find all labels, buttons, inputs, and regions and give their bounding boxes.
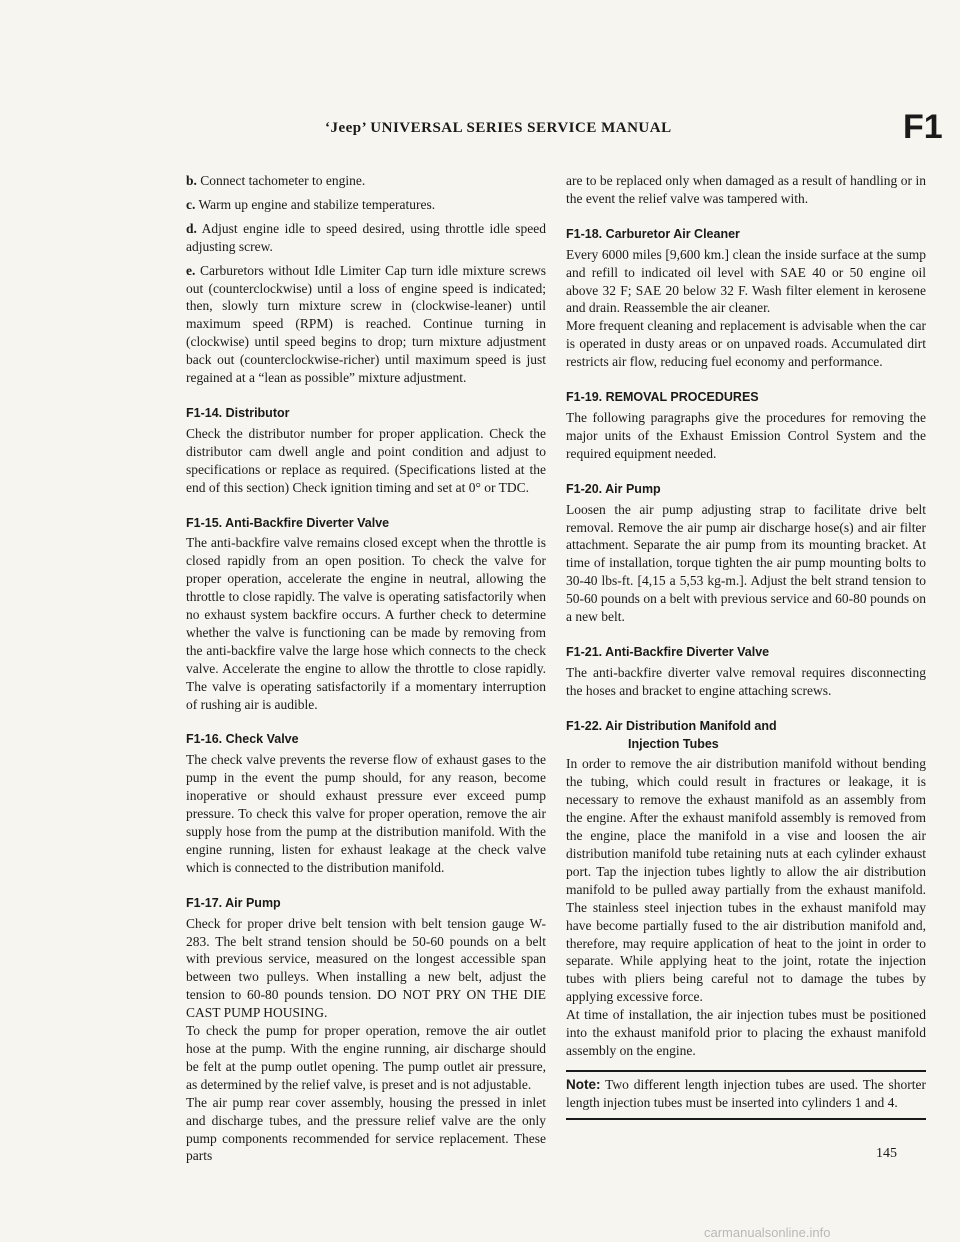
- checkvalve-heading: F1-16. Check Valve: [186, 732, 299, 747]
- step-b: [186, 172, 546, 190]
- page-number: 145: [876, 1146, 897, 1161]
- step-c-label: c.: [186, 196, 196, 212]
- note-label: Note:: [566, 1076, 601, 1092]
- manifold-heading-line-2: Injection Tubes: [628, 736, 719, 751]
- aircleaner-text-2: More frequent cleaning and replacement is advisable when the car is operated in dusty areas or on unpaved roads. Accumulated dirt restricts air flow, reducing fuel economy and performance.: [566, 318, 926, 370]
- antibackfire-text: The anti-backfire valve remains closed except when the throttle is closed rapidly from an open position. To check the valve for proper operation, accelerate the engine in neutral, allowing the throttle to close rapidly. The valve is operating satisfactorily when no exhaust system backfire occurs. A further check to determine whether the valve is functioning can be made by removing from the anti-backfire valve the large hose which connects to the check valve. Accelerate the engine to allow the throttle to close rapidly. The valve is operating satisfactorily if a momentary interruption of rushing air is audible.: [186, 535, 546, 712]
- note-text: Two different length injection tubes are used. The shorter length injection tubes must be inserted into cylinders 1 and 4.: [566, 1076, 926, 1110]
- removal-heading: F1-19. REMOVAL PROCEDURES: [566, 390, 759, 405]
- removal-text: The following paragraphs give the procedures for removing the major units of the Exhaust Emission Control System and the required equipment needed.: [566, 409, 926, 461]
- step-d-label: d.: [186, 220, 197, 236]
- aircleaner-text-1: Every 6000 miles [9,600 km.] clean the inside surface at the sump and refill to indicated oil level with SAE 40 or 50 engine oil above 32 F; SAE 20 below 32 F. Wash filter element in kerosene and drain. Reassemble the air cleaner.: [566, 246, 926, 316]
- step-e: [186, 262, 546, 387]
- diverter-heading: F1-21. Anti-Backfire Diverter Valve: [566, 644, 770, 659]
- manifold-text-1: In order to remove the air distribution manifold without bending the tubing, which could result in fractures or leakage, it is necessary to remove the exhaust manifold as an assembly from the engine. After the exhaust manifold assembly is removed from the engine, place the manifold in a vise and loosen the air distribution manifold tube retaining nuts at each cylinder exhaust port. Tap the injection tubes lightly to allow the air distribution manifold to be pulled away partially from the exhaust manifold. The stainless steel injection tubes in the exhaust manifold may have become partially fused to the air distribution manifold and, therefore, may require application of heat to the joint in order to separate. While applying heat to the joint, rotate the injection tubes with pliers being careful not to damage the tubes by applying excessive force.: [566, 756, 926, 1005]
- step-e-text: Carburetors without Idle Limiter Cap turn idle mixture screws out (counterclockwise) until a loss of engine speed is indicated; then, slowly turn mixture screw in (clockwise-leaner) until maximum speed (RPM) is reached. Continue turning in (clockwise) until speed begins to drop; turn mixture adjustment back out (counterclockwise-richer) until maximum speed is just regained at a “lean as possible” mixture adjustment.: [186, 262, 546, 386]
- step-b-text: Connect tachometer to engine.: [196, 173, 366, 188]
- aircleaner-heading: F1-18. Carburetor Air Cleaner: [566, 226, 740, 241]
- diverter-text: The anti-backfire diverter valve removal requires disconnecting the hoses and bracket to engine attaching screws.: [566, 664, 926, 698]
- footer-watermark: carmanualsonline.info: [704, 1225, 831, 1240]
- airpump2-heading: F1-20. Air Pump: [566, 481, 661, 496]
- airpump-text-3: The air pump rear cover assembly, housing the pressed in inlet and discharge tubes, and the pressure relief valve are the only pump components recommended for service replacement. These parts: [186, 1094, 546, 1164]
- airpump-heading: F1-17. Air Pump: [186, 895, 281, 910]
- step-b-label: b.: [186, 173, 197, 188]
- step-d: [186, 220, 546, 256]
- antibackfire-heading: F1-15. Anti-Backfire Diverter Valve: [186, 515, 390, 530]
- airpump2-text: Loosen the air pump adjusting strap to facilitate drive belt removal. Remove the air pump air discharge hose(s) and air filter attachment. Separate the air pump from its mounting bracket. At time of installation, torque tighten the air pump mounting bolts to 30-40 lbs-ft. [4,15 a 5,53 kg-m.]. Adjust the belt strand tension to 50-60 pounds on a belt with previous service and 60-80 pounds on a new belt.: [566, 501, 926, 625]
- distributor-text: Check the distributor number for proper application. Check the distributor cam dwell angle and point condition and adjust to specifications or replace as required. (Specifications listed at the end of this section) Check ignition timing and set at 0° or TDC.: [186, 425, 546, 495]
- page-header: ‘Jeep’ UNIVERSAL SERIES SERVICE MANUAL: [325, 120, 672, 136]
- checkvalve-text: The check valve prevents the reverse flow of exhaust gases to the pump in the event the pump should, for any reason, become inoperative or should exhaust pressure ever exceed pump pressure. To check this valve for proper operation, remove the air supply hose from the pump at the distribution manifold. With the engine running, listen for exhaust leakage at the check valve which is connected to the distribution manifold.: [186, 752, 546, 875]
- manifold-text-2: At time of installation, the air injection tubes must be positioned into the exhaust manifold prior to placing the exhaust manifold assembly on the engine.: [566, 1007, 926, 1058]
- manifold-heading-line-1: F1-22. Air Distribution Manifold and: [566, 718, 777, 733]
- distributor-heading: F1-14. Distributor: [186, 405, 290, 420]
- airpump-text-1: Check for proper drive belt tension with belt tension gauge W-283. The belt strand tension should be 50-60 pounds on a belt with previous service, measured on the longest accessible span between two pulleys. When installing a new belt, adjust the tension to 60-80 pounds tension. DO NOT PRY ON THE DIE CAST PUMP HOUSING.: [186, 915, 546, 1021]
- manifold-heading: [566, 718, 926, 754]
- note: [566, 1076, 926, 1112]
- left-column: [186, 172, 546, 1165]
- step-d-text: Adjust engine idle to speed desired, using throttle idle speed adjusting screw.: [186, 220, 546, 254]
- step-c-text: Warm up engine and stabilize temperatures.: [195, 196, 436, 212]
- step-c: [186, 196, 546, 214]
- note-box: [566, 1070, 926, 1120]
- right-column: [566, 172, 926, 1120]
- section-mark: F1: [903, 108, 943, 146]
- step-e-label: e.: [186, 262, 196, 278]
- airpump-text-2: To check the pump for proper operation, remove the air outlet hose at the pump. With the engine running, air discharge should be felt at the pump outlet opening. The pump outlet air pressure, as determined by the relief valve, is preset and is not adjustable.: [186, 1023, 546, 1092]
- continued-text: are to be replaced only when damaged as a result of handling or in the event the relief valve was tampered with.: [566, 173, 926, 206]
